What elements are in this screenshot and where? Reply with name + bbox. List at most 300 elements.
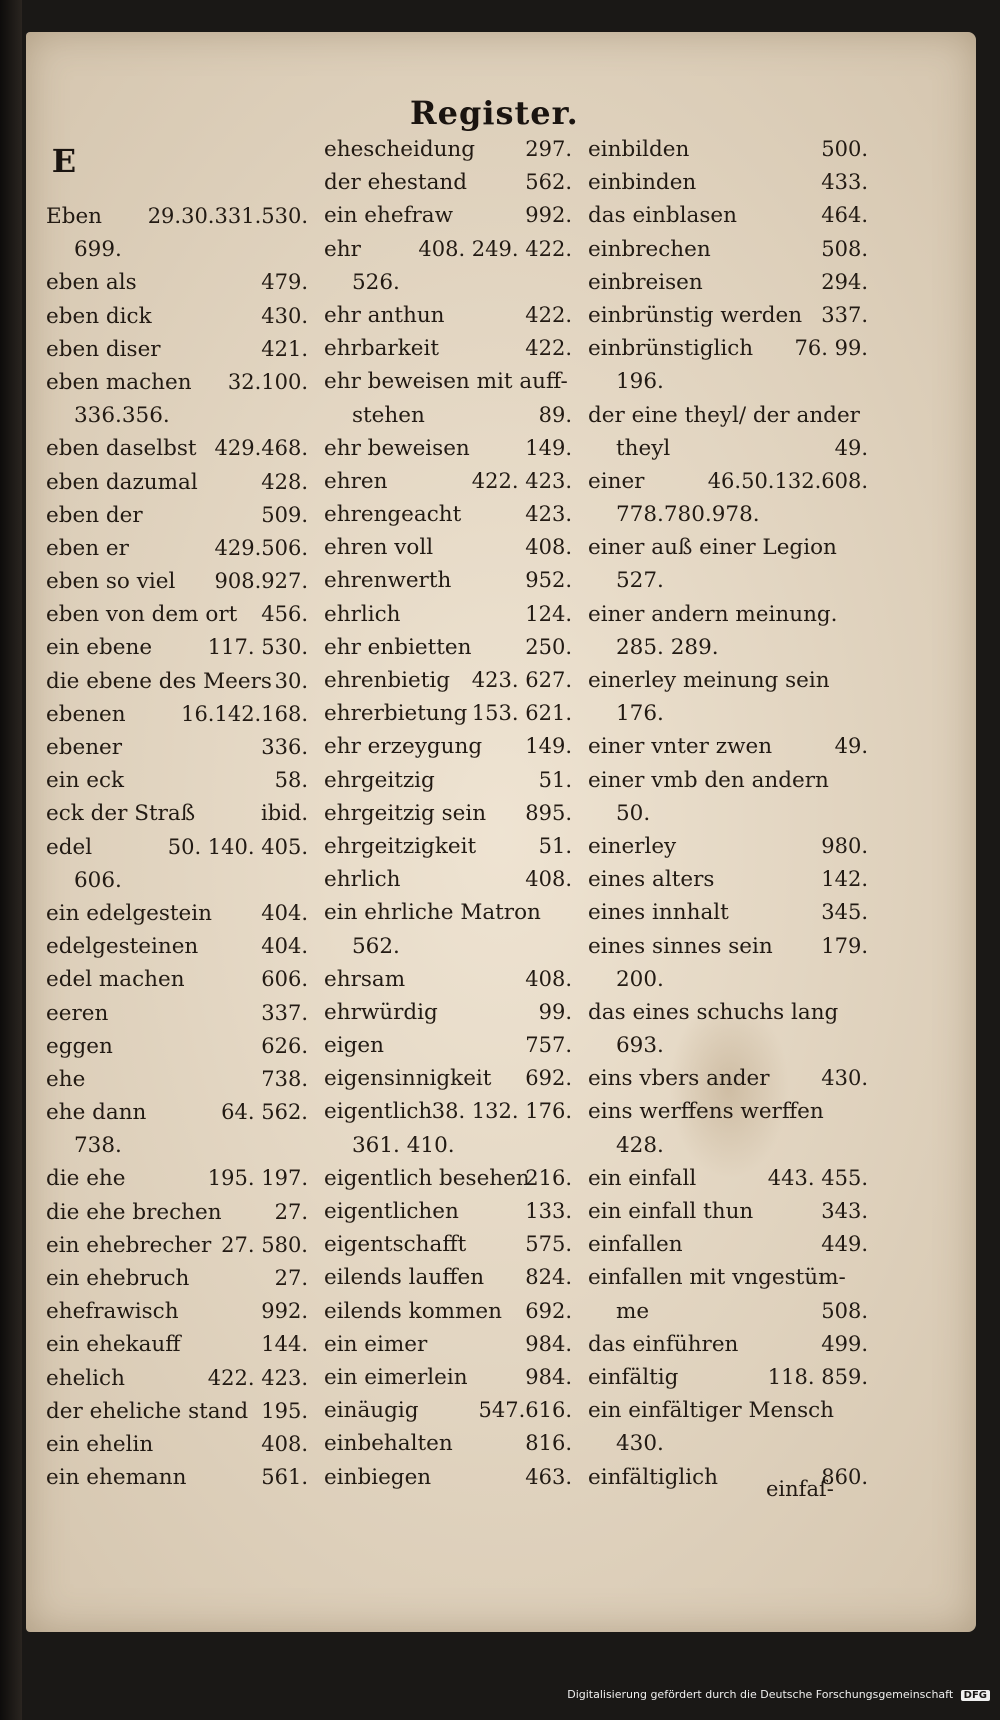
page-reference: 294. [821,269,868,294]
page-reference: 463. [525,1464,572,1489]
index-entry [588,199,868,232]
index-entry [324,531,572,564]
index-entry [46,864,308,897]
index-term: 430. [616,1431,664,1457]
index-entry [588,399,868,432]
index-term: ehren [324,468,388,494]
index-entry [588,598,868,631]
page-reference: 562. [525,170,572,195]
index-entry [588,697,868,730]
page-reference: 508. [821,236,868,261]
index-entry [324,1427,572,1460]
index-entry [588,1394,868,1427]
index-entry [588,896,868,929]
page-reference: 464. [821,203,868,228]
index-entry [588,664,868,697]
page-reference: 606. [261,967,308,992]
index-entry [588,1129,868,1162]
index-entry [588,564,868,597]
index-term: 196. [616,369,664,395]
index-entry [588,1361,868,1394]
index-entry [324,963,572,996]
page-reference: 984. [525,1364,572,1389]
index-entry [588,531,868,564]
index-entry [324,697,572,730]
index-entry [324,1129,572,1162]
index-entry [588,764,868,797]
index-term: eigensinnigkeit [324,1066,492,1092]
page-reference: 824. [525,1265,572,1290]
page-reference: 29.30.331.530. [147,204,308,228]
page-reference: 404. [261,900,308,925]
index-term: ein ehemann [46,1465,187,1491]
index-term: ehr erzeygung [324,734,483,760]
index-term: eben der [46,502,143,528]
index-term: ehrgeitzig sein [324,800,487,826]
index-term: eigentlich besehen [324,1165,530,1191]
index-term: der ehestand [324,170,467,196]
page-reference: 408. [525,535,572,560]
index-term: 176. [616,701,664,727]
index-entry [324,1228,572,1261]
page-reference: 499. [821,1331,868,1356]
index-term: ehr enbietten [324,634,472,660]
page-reference: 992. [261,1299,308,1324]
footer-credit [0,1688,990,1701]
index-entry [324,1261,572,1294]
index-term: ein ehebrecher [46,1232,212,1258]
index-entry [324,1095,572,1128]
index-entry [588,1195,868,1228]
index-column-2 [324,133,572,1494]
index-term: einer vmb den andern [588,767,829,793]
index-term: edel [46,834,93,860]
page-reference: 429.506. [214,535,308,560]
page-reference: 423. 627. [471,668,572,692]
index-term: einbrechen [588,236,711,262]
page-reference: 992. [525,203,572,228]
page-reference: 456. [261,602,308,627]
index-term: ehr [324,236,361,262]
index-entry [46,532,308,565]
index-entry [46,300,308,333]
index-entry [588,996,868,1029]
page-reference: 547.616. [478,1398,572,1423]
page-reference: 408. [261,1431,308,1456]
index-term: das eines schuchs lang [588,999,839,1025]
page-reference: 422. [525,302,572,327]
index-term: einbehalten [324,1431,453,1457]
page-reference: 757. [525,1033,572,1058]
index-entry [588,133,868,166]
index-entry [46,797,308,830]
index-term: eeren [46,1000,109,1026]
index-entry [46,1262,308,1295]
index-term: einbrünstiglich [588,336,754,362]
page-reference: 297. [525,137,572,161]
index-entry [46,466,308,499]
footer-text: Digitalisierung gefördert durch die Deutsche Forschungsgemeinschaft [567,1688,954,1701]
page-reference: 124. [525,601,572,626]
index-term: ein ebene [46,635,153,661]
index-term: ein einfall [588,1165,697,1191]
index-entry [46,1229,308,1262]
page-reference: 149. [525,435,572,460]
index-entry [324,1461,572,1494]
index-entry [324,1062,572,1095]
index-entry [46,333,308,366]
index-entry [324,996,572,1029]
page-reference: 479. [261,270,308,295]
index-entry [324,764,572,797]
index-term: eben von dem ort [46,602,238,628]
index-term: eines alters [588,867,715,893]
index-entry [324,133,572,166]
index-entry [46,764,308,797]
page-reference: 46.50.132.608. [707,468,868,493]
page-reference: 433. [821,170,868,195]
page-reference: 509. [261,502,308,527]
index-entry [324,199,572,232]
index-entry [588,233,868,266]
index-term: 527. [616,568,664,594]
index-entry [324,233,572,266]
index-term: edelgesteinen [46,934,199,960]
page-reference: 250. [525,634,572,659]
index-term: eigentlichen [324,1199,459,1224]
index-term: die ehe brechen [46,1199,222,1225]
index-term: ebenen [46,701,126,727]
index-term: eines sinnes sein [588,933,773,959]
index-term: 738. [74,1133,122,1159]
index-term: einäugig [324,1398,419,1424]
page-reference: 429.468. [214,436,308,461]
index-term: einerley [588,833,677,859]
page-reference: 38. 132. 176. [431,1099,572,1124]
index-entry [46,399,308,432]
page-reference: 408. [525,867,572,892]
page-reference: 422. 423. [471,468,572,493]
page-reference: 408. [525,966,572,991]
index-entry [324,896,572,929]
page-reference: 980. [821,833,868,858]
index-term: ehrengeacht [324,502,462,528]
index-term: ehrgeitzigkeit [324,833,477,859]
index-entry [46,1295,308,1328]
index-term: eben machen [46,369,192,395]
page-reference: 336. [261,735,308,759]
index-entry [324,564,572,597]
index-term: der eine theyl/ der ander [588,402,860,428]
page-reference: 692. [525,1066,572,1091]
index-term: ehefrawisch [46,1299,179,1325]
page-reference: 153. 621. [471,701,572,726]
index-term: einbrünstig werden [588,302,803,328]
page-reference: 179. [821,933,868,958]
index-entry [324,465,572,498]
index-entry [324,863,572,896]
page-reference: 408. 249. 422. [418,236,572,261]
index-entry [324,730,572,763]
index-entry [46,1428,308,1461]
index-entry [588,332,868,365]
index-term: ein ehrliche Matron [324,900,541,926]
page-reference: 343. [821,1199,868,1223]
page-reference: 99. [538,999,572,1024]
index-term: einbreisen [588,269,703,295]
index-term: eilends kommen [324,1298,502,1324]
index-term: ehrlich [324,601,401,627]
index-entry [588,365,868,398]
index-entry [46,233,308,266]
page-reference: 738. [261,1066,308,1091]
page-reference: 50. 140. 405. [167,834,308,859]
page-reference: 860. [821,1464,868,1489]
page-reference: 117. 530. [207,635,308,660]
page-reference: 58. [274,768,308,793]
index-term: eck der Straß [46,801,196,827]
page-reference: 561. [261,1465,308,1490]
index-term: einfallen [588,1232,683,1258]
index-entry [588,1228,868,1261]
index-entry [46,499,308,532]
index-entry [588,730,868,763]
index-term: edel machen [46,967,185,993]
index-term: 778.780.978. [616,502,760,528]
index-entry [588,631,868,664]
index-term: eben dick [46,303,152,329]
page-reference: 49. [834,435,868,460]
index-term: ehrgeitzig [324,767,435,793]
index-entry [588,1427,868,1460]
index-term: me [616,1298,650,1324]
section-letter: E [51,142,77,180]
index-entry [324,266,572,299]
page-title: Register. [410,94,579,132]
index-term: ein eimer [324,1331,428,1357]
index-term: 336.356. [74,403,170,429]
index-entry [46,997,308,1030]
index-entry [46,1461,308,1494]
page-reference: 144. [261,1332,308,1357]
page-reference: ibid. [261,801,308,826]
index-entry [46,897,308,930]
index-entry [324,1394,572,1427]
page-reference: 984. [525,1331,572,1356]
index-entry [588,1295,868,1328]
index-term: ehelich [46,1365,125,1391]
index-entry [46,930,308,963]
index-entry [46,1362,308,1395]
index-entry [588,1029,868,1062]
index-term: einfältiglich [588,1464,719,1490]
page-reference: 216. [525,1165,572,1190]
index-entry [46,1196,308,1229]
page-reference: 16.142.168. [181,701,308,726]
index-entry [46,366,308,399]
page-reference: 423. [525,502,572,527]
index-entry [46,1129,308,1162]
index-entry [324,631,572,664]
index-entry [324,399,572,432]
index-entry [324,498,572,531]
index-entry [46,200,308,233]
index-entry [324,1162,572,1195]
index-term: einfältig [588,1364,679,1390]
page-reference: 27. [274,1199,308,1224]
index-term: ein ehefraw [324,203,454,229]
page-reference: 51. [538,833,572,858]
index-term: eben dazumal [46,469,198,495]
page-reference: 443. 455. [767,1165,868,1190]
page-reference: 430. [261,303,308,328]
page-reference: 428. [261,469,308,494]
index-term: ein einfall thun [588,1199,754,1224]
index-entry [588,498,868,531]
index-entry [46,1162,308,1195]
index-entry [46,698,308,731]
index-entry [324,365,572,398]
index-term: Eben [46,204,103,229]
index-term: eben diser [46,336,161,362]
index-term: ebener [46,735,123,760]
index-entry [588,1062,868,1095]
index-term: ehrwürdig [324,999,438,1025]
index-term: eben er [46,535,129,561]
page-reference: 404. [261,934,308,959]
index-term: ein ehelin [46,1431,154,1457]
index-term: das einblasen [588,203,737,229]
index-entry [588,166,868,199]
index-term: ehrbarkeit [324,336,439,362]
index-term: einfallen mit vngestüm- [588,1265,846,1291]
page-reference: 692. [525,1298,572,1323]
index-entry [46,1063,308,1096]
index-term: das einführen [588,1331,739,1357]
index-entry [588,863,868,896]
index-entry [46,731,308,764]
index-entry [588,830,868,863]
index-term: eben als [46,270,137,296]
index-entry [46,1395,308,1428]
index-entry [324,1195,572,1228]
index-term: 50. [616,800,651,826]
index-entry [588,930,868,963]
index-term: eben so viel [46,569,176,595]
index-entry [588,963,868,996]
index-entry [588,465,868,498]
index-term: ehrenwerth [324,568,452,594]
index-term: einbiegen [324,1464,432,1490]
index-term: eigentschafft [324,1232,467,1258]
index-entry [324,1361,572,1394]
index-entry [324,332,572,365]
book-binding [0,0,22,1720]
index-term: ehescheidung [324,137,476,162]
index-term: 526. [352,269,400,295]
page-reference: 51. [538,767,572,792]
page-reference: 422. [525,336,572,361]
index-entry [324,797,572,830]
index-entry [588,1095,868,1128]
index-term: ehren voll [324,535,434,561]
page-reference: 118. 859. [767,1364,868,1389]
index-column-1 [46,200,308,1494]
page-reference: 421. [261,336,308,361]
index-term: stehen [352,402,425,428]
index-entry [324,1328,572,1361]
index-term: theyl [616,435,671,461]
index-entry [324,664,572,697]
index-term: ein ehebruch [46,1266,190,1291]
page-reference: 500. [821,137,868,161]
index-entry [46,1030,308,1063]
index-term: 428. [616,1132,664,1158]
index-entry [324,166,572,199]
index-term: eins vbers ander [588,1066,770,1092]
index-term: 699. [74,237,122,263]
page-reference: 626. [261,1033,308,1058]
index-term: eigen [324,1033,384,1059]
index-term: der eheliche stand [46,1398,249,1424]
index-entry [324,432,572,465]
page-reference: 195. [261,1398,308,1423]
index-entry [46,631,308,664]
index-entry [324,930,572,963]
page-reference: 816. [525,1431,572,1456]
index-term: eilends lauffen [324,1265,485,1291]
index-entry [46,432,308,465]
index-term: ehe dann [46,1100,147,1126]
index-term: die ehe [46,1166,126,1192]
index-term: einer [588,468,645,494]
index-entry [46,1096,308,1129]
page-reference: 27. [274,1266,308,1290]
page-reference: 430. [821,1066,868,1091]
index-entry [588,1162,868,1195]
page-reference: 337. [821,302,868,327]
index-term: 361. 410. [352,1132,455,1158]
page-reference: 508. [821,1298,868,1323]
index-entry [588,299,868,332]
index-term: ein einfältiger Mensch [588,1398,835,1424]
index-term: ehe [46,1066,86,1092]
page-reference: 908.927. [214,569,308,594]
index-term: die ebene des Meers [46,668,272,694]
index-term: eigentlich [324,1099,433,1125]
index-term: eggen [46,1033,113,1059]
index-entry [588,1328,868,1361]
index-entry [46,565,308,598]
index-term: einer andern meinung. [588,601,838,627]
page-reference: 64. 562. [221,1100,308,1125]
index-term: einbinden [588,170,697,196]
index-term: 285. 289. [616,634,719,660]
index-term: ehrenbietig [324,668,451,693]
index-term: ein edelgestein [46,900,212,926]
index-term: ehr anthun [324,302,445,328]
index-entry [324,1029,572,1062]
index-term: ehrerbietung [324,701,468,727]
index-entry [46,665,308,698]
page-reference: 133. [525,1199,572,1223]
book-page [26,32,976,1632]
index-term: 606. [74,867,122,893]
page-reference: 895. [525,800,572,825]
page-reference: 27. 580. [221,1232,308,1257]
page-reference: 575. [525,1232,572,1257]
index-entry [588,266,868,299]
